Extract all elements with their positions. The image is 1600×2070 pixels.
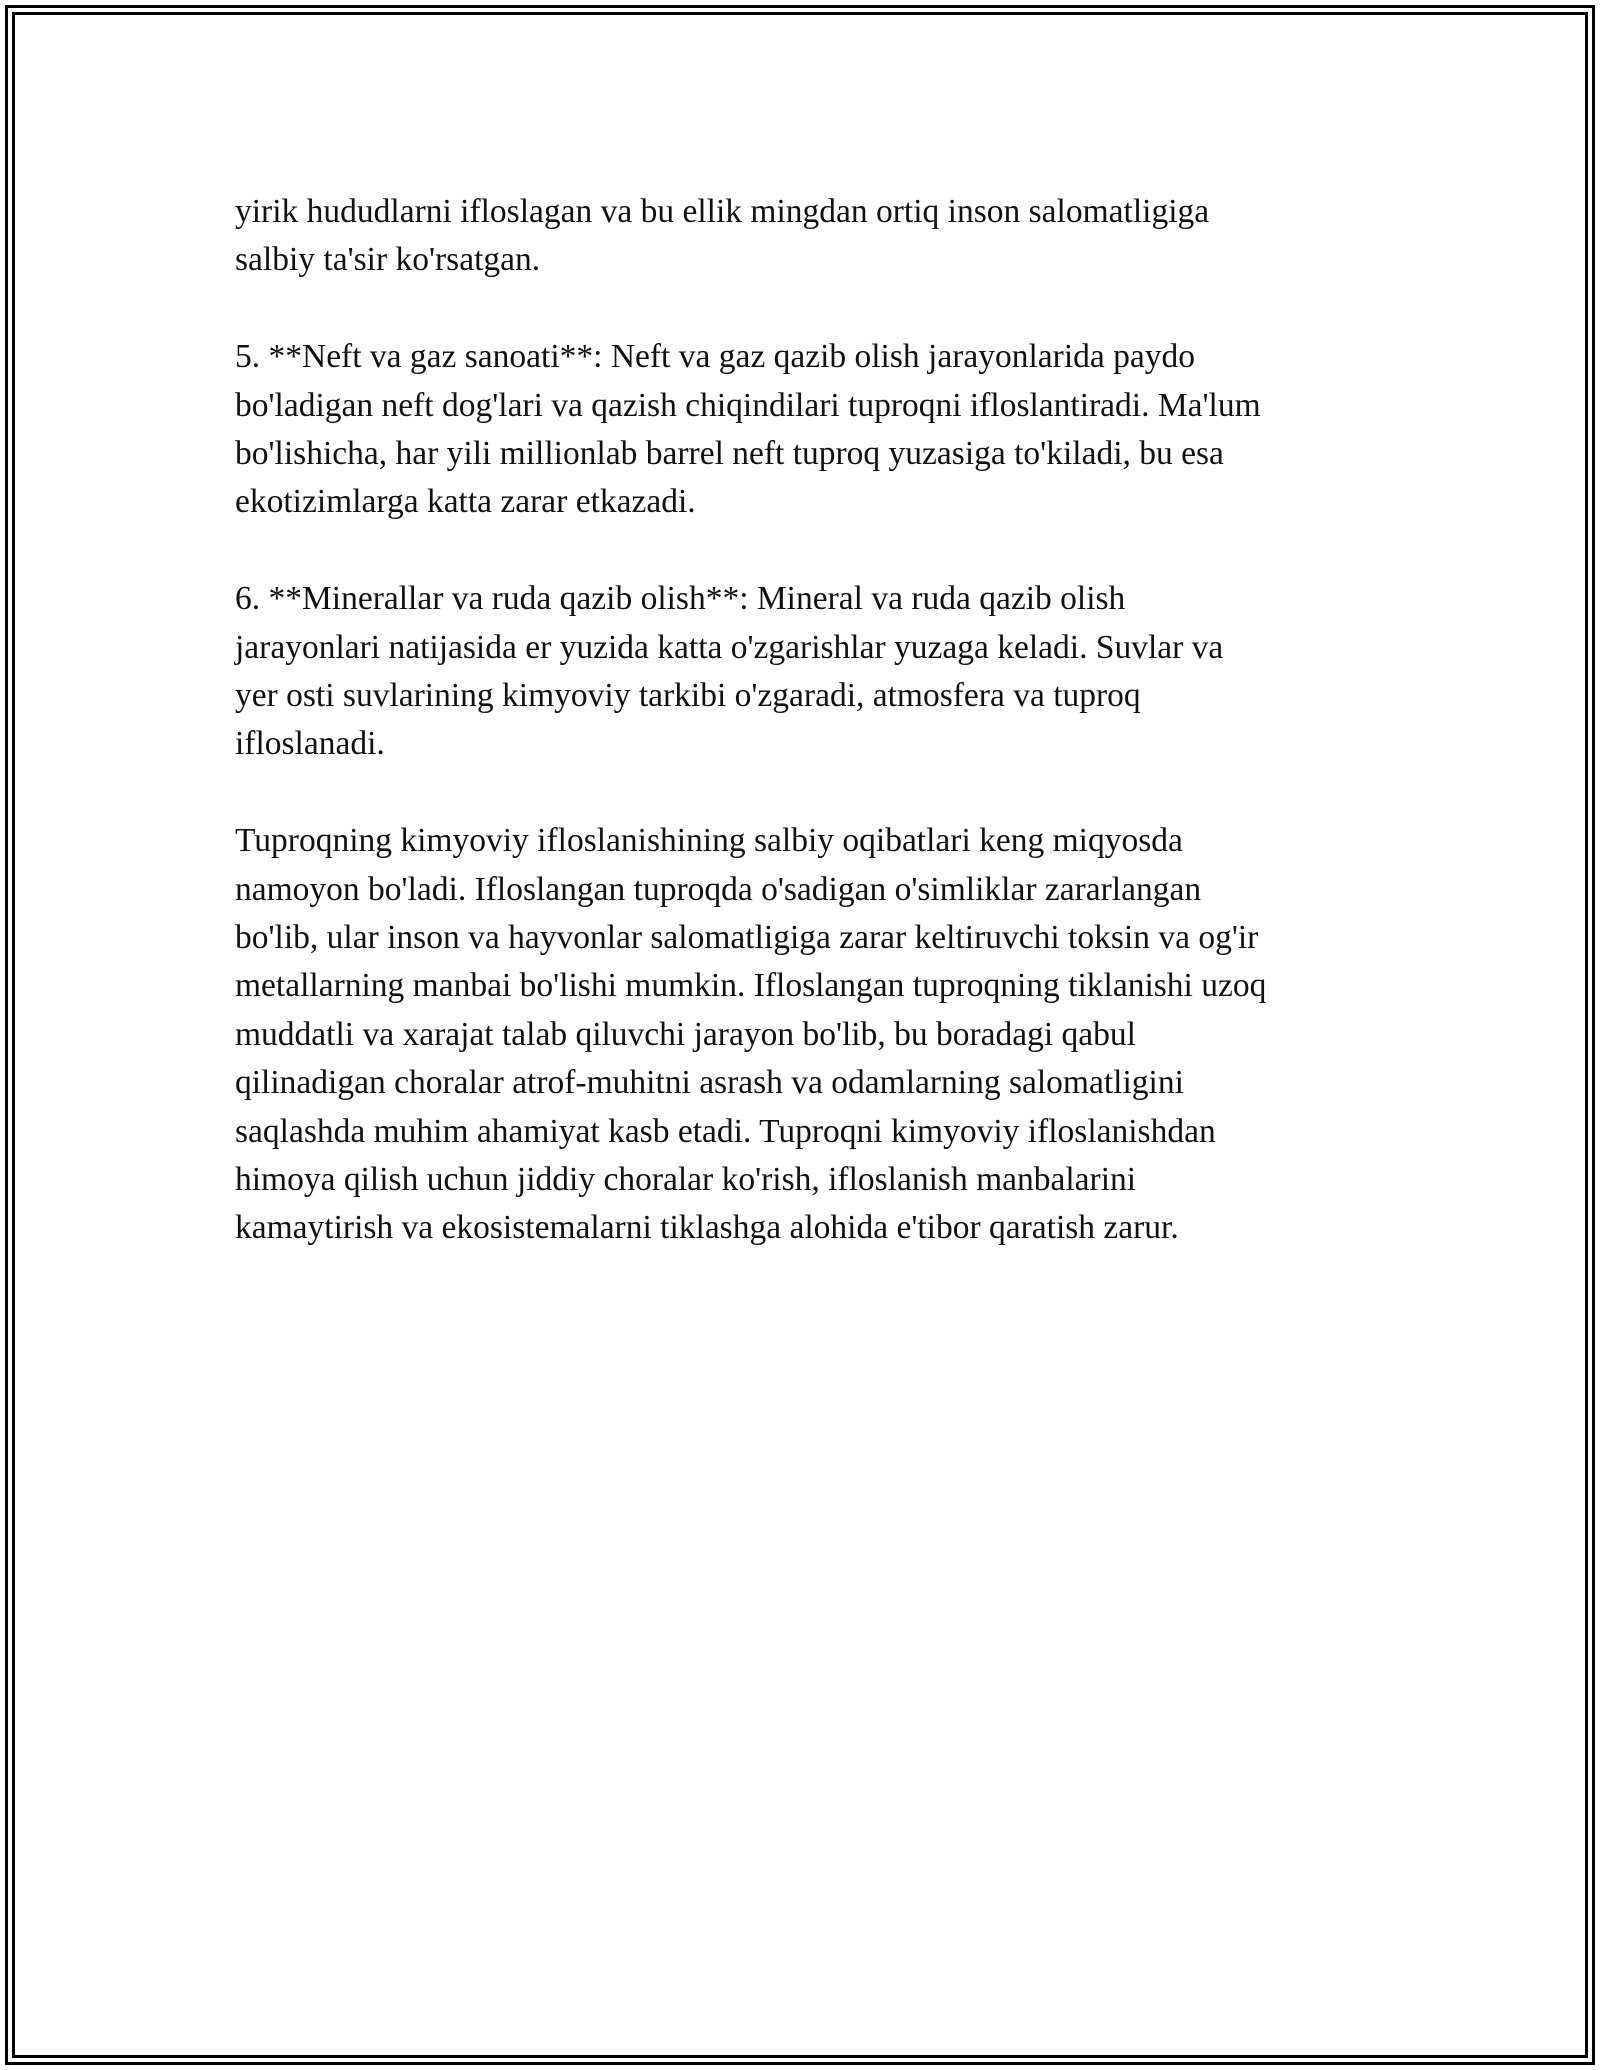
paragraph-mineral-ore-mining: 6. **Minerallar va ruda qazib olish**: Mineral va ruda qazib olish jarayonlari natijasida er yuzida katta o'zgarishlar yuzaga keladi. Suvlar va yer osti suvlarining kimyoviy tarkibi o'zgaradi, atmosfera va tuproq ifloslanadi. [235, 580, 1224, 763]
paragraph-continuation: yirik hududlarni ifloslagan va bu ellik mingdan ortiq inson salomatligiga salbiy ta'sir ko'rsatgan. [235, 193, 1210, 279]
paragraph-conclusion: Tuproqning kimyoviy ifloslanishining salbiy oqibatlari keng miqyosda namoyon bo'ladi. Ifloslangan tuproqda o'sadigan o'simliklar zararlangan bo'lib, ular inson va hayvonlar salomatligiga zarar keltiruvchi toksin va og'ir metallarning manbai bo'lishi mumkin. Ifloslangan tuproqning tiklanishi uzoq muddatli va xarajat talab qiluvchi jarayon bo'lib, bu boradagi qabul qilinadigan choralar atrof-muhitni asrash va odamlarning salomatligini saqlashda muhim ahamiyat kasb etadi. Tuproqni kimyoviy ifloslanishdan himoya qilish uchun jiddiy choralar ko'rish, ifloslanish manbalarini kamaytirish va ekosistemalarni tiklashga alohida e'tibor qaratish zarur. [235, 822, 1267, 1247]
paragraph-oil-gas-industry: 5. **Neft va gaz sanoati**: Neft va gaz qazib olish jarayonlarida paydo bo'ladigan neft dog'lari va qazish chiqindilari tuproqni ifloslantiradi. Ma'lum bo'lishicha, har yili millionlab barrel neft tuproq yuzasiga to'kiladi, bu esa ekotizimlarga katta zarar etkazadi. [235, 338, 1261, 521]
document-body [235, 188, 1390, 1253]
